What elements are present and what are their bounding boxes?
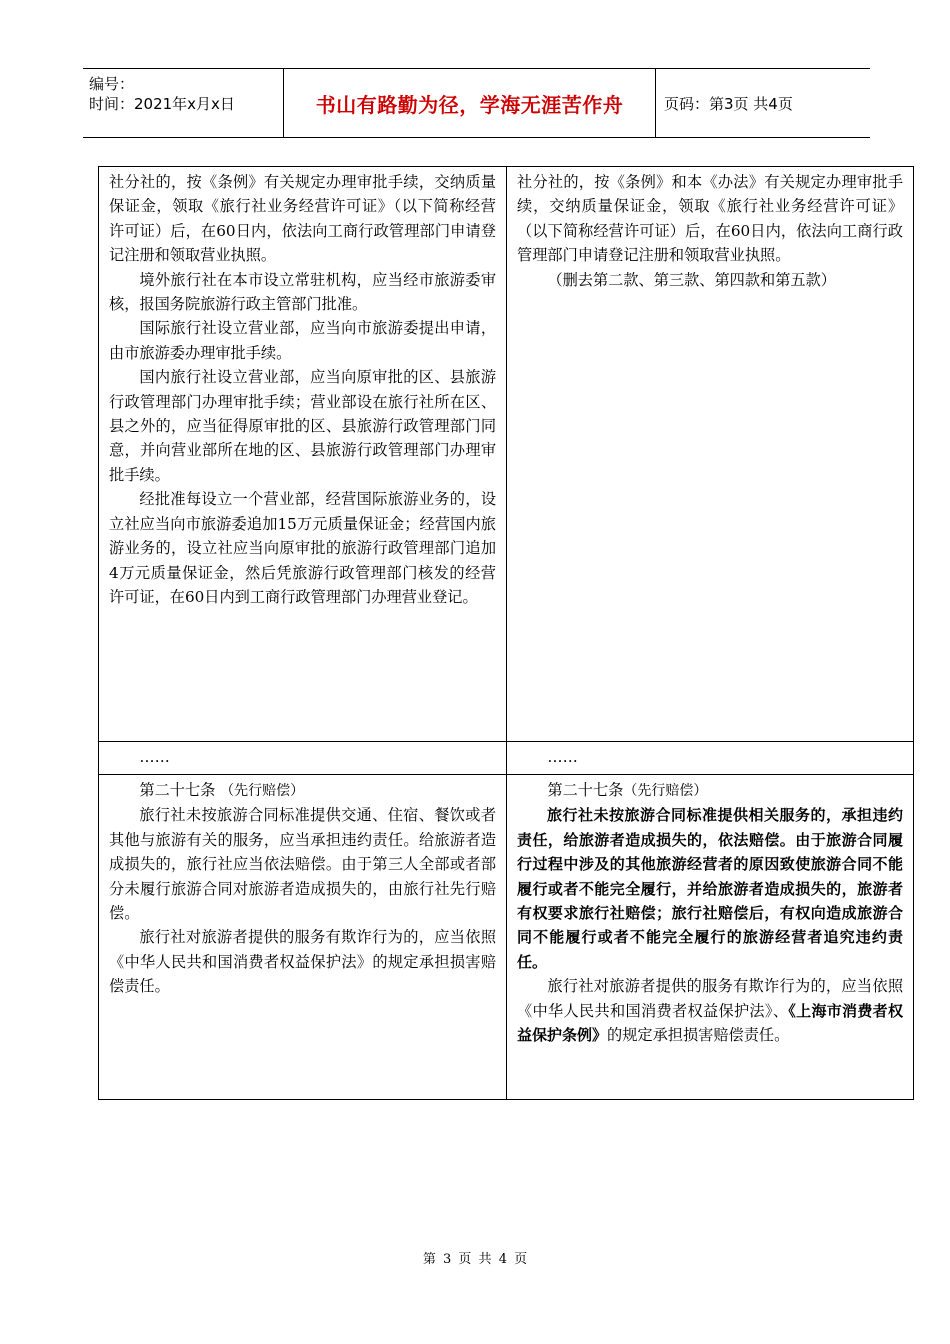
paragraph-text: 旅行社对旅游者提供的服务有欺诈行为的，应当依照《中华人民共和国消费者权益保护法》、	[517, 977, 903, 1020]
header-meta	[83, 69, 283, 137]
paragraph: 社分社的，按《条例》和本《办法》有关规定办理审批手续，交纳质量保证金，领取《旅行社业务经营许可证》（以下简称经营许可证）后，在60日内，依法向工商行政管理部门申请登记注册和领取营业执照。	[517, 173, 903, 265]
paragraph: 国际旅行社设立营业部，应当向市旅游委提出申请，由市旅游委办理审批手续。	[109, 319, 496, 362]
amended-text: 《上海市消费者权益保护条例》	[517, 1001, 903, 1045]
ellipsis-cell	[507, 742, 914, 775]
article-subtitle: （先行赔偿）	[623, 783, 708, 799]
paragraph: 社分社的，按《条例》有关规定办理审批手续，交纳质量保证金，领取《旅行社业务经营许可证》（以下简称经营许可证）后，在60日内，依法向工商行政管理部门申请登记注册和领取营业执照。	[109, 173, 496, 265]
old-text-cell	[99, 167, 507, 742]
ellipsis-cell	[99, 742, 507, 775]
page-footer: 第 3 页 共 4 页	[422, 1252, 528, 1267]
page-header	[83, 68, 870, 138]
article-heading	[109, 778, 496, 803]
paragraph: 境外旅行社在本市设立常驻机构，应当经市旅游委审核，报国务院旅游行政主管部门批准。	[109, 270, 496, 314]
new-text-cell	[507, 775, 914, 1100]
comparison-table	[98, 166, 914, 1100]
amended-paragraph: 旅行社未按旅游合同标准提供相关服务的，承担违约责任，给旅游者造成损失的，依法赔偿。由于旅游合同履行过程中涉及的其他旅游经营者的原因致使旅游合同不能履行或者不能完全履行，并给旅游者造成损失的，旅游者有权要求旅行社赔偿；旅行社赔偿后，有权向造成旅游合同不能履行或者不能完全履行的旅游经营者追究违约责任。	[517, 806, 903, 971]
article-title: 第二十七条	[139, 781, 216, 799]
new-text-cell	[507, 167, 914, 742]
paragraph: （删去第二款、第三款、第四款和第五款）	[547, 270, 836, 289]
paragraph: 国内旅行社设立营业部，应当向原审批的区、县旅游行政管理部门办理审批手续；营业部设在旅行社所在区、县之外的，应当征得原审批的区、县旅游行政管理部门同意，并向营业部所在地的区、县旅游行政管理部门办理审批手续。	[109, 368, 496, 484]
paragraph: 旅行社未按旅游合同标准提供交通、住宿、餐饮或者其他与旅游有关的服务，应当承担违约责任。给旅游者造成损失的，旅行社应当依法赔偿。由于第三人全部或者部分未履行旅游合同对旅游者造成损失的，由旅行社先行赔偿。	[109, 806, 496, 923]
ellipsis: ……	[547, 748, 578, 766]
header-number: 编号：	[89, 75, 135, 93]
paragraph: 经批准每设立一个营业部，经营国际旅游业务的，设立社应当向市旅游委追加15万元质量保证金；经营国内旅游业务的，设立社应当向原审批的旅游行政管理部门追加4万元质量保证金，然后凭旅游行政管理部门核发的经营许可证，在60日内到工商行政管理部门办理营业登记。	[109, 490, 496, 606]
paragraph	[517, 974, 903, 1047]
ellipsis: ……	[139, 748, 170, 766]
table-row	[99, 775, 914, 1100]
table-row	[99, 742, 914, 775]
table-row	[99, 167, 914, 742]
header-motto: 书山有路勤为径，学海无涯苦作舟	[283, 69, 656, 137]
article-title: 第二十七条	[547, 781, 624, 799]
paragraph: 旅行社对旅游者提供的服务有欺诈行为的，应当依照《中华人民共和国消费者权益保护法》的规定承担损害赔偿责任。	[109, 928, 496, 996]
paragraph-text: 的规定承担损害赔偿责任。	[607, 1026, 790, 1045]
header-date: 时间：2021年x月x日	[89, 95, 235, 113]
article-subtitle: （先行赔偿）	[220, 783, 305, 799]
old-text-cell	[99, 775, 507, 1100]
article-heading	[517, 778, 903, 803]
header-page-info: 页码：第3页 共4页	[664, 94, 793, 113]
